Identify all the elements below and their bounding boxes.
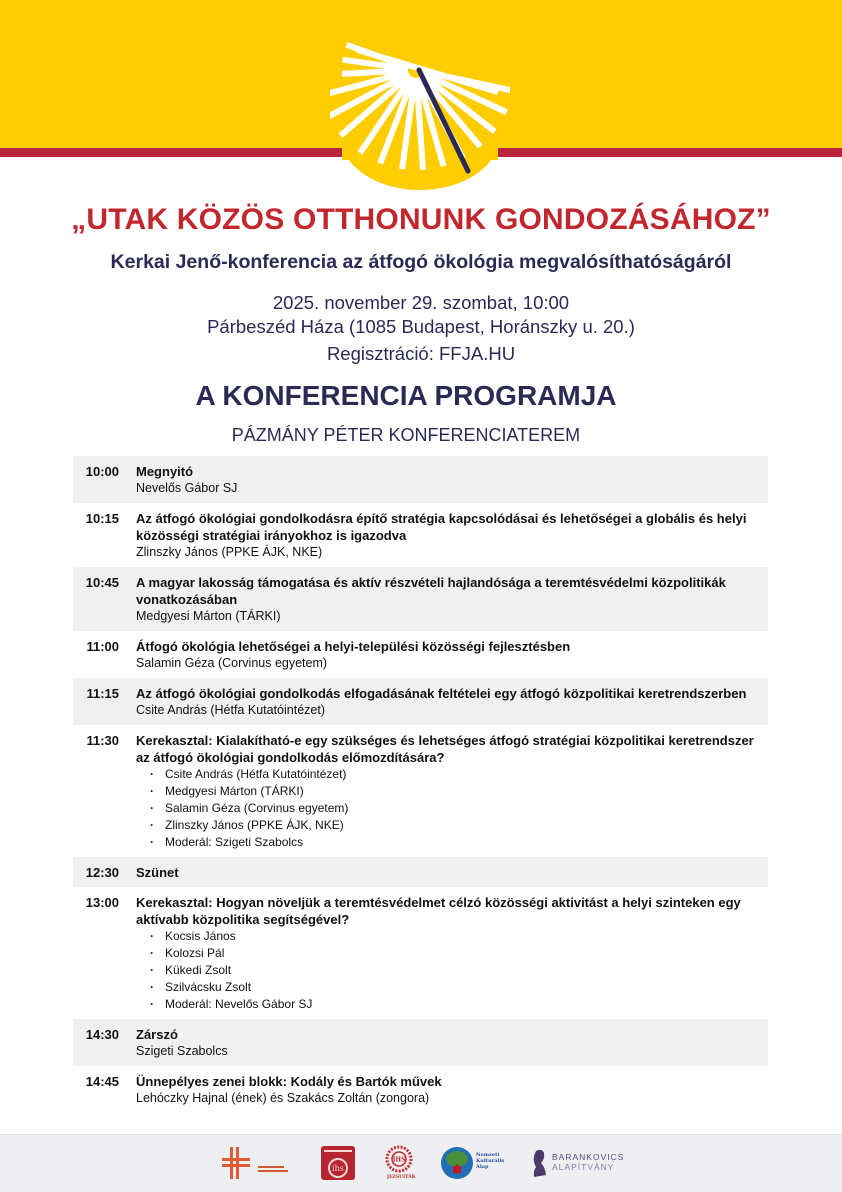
red-seal-logo-icon [321,1146,355,1180]
schedule-time: 11:00 [86,639,119,654]
event-venue: Párbeszéd Háza (1085 Budapest, Horánszky u. 20.) [207,316,635,337]
schedule-topic: Átfogó ökológia lehetőségei a helyi-települési közösségi fejlesztésben [136,639,571,654]
nka-tree-logo-icon [440,1146,474,1180]
schedule-content [136,864,758,881]
panel-list [136,766,758,851]
panelist: · Medgyesi Márton (TÁRKI) [150,783,758,800]
schedule-content [136,638,758,672]
schedule-row [73,567,768,631]
panelist: · Kolozsi Pál [150,945,758,962]
panelist: · Moderál: Nevelős Gábor SJ [150,996,758,1013]
schedule-topic: Kerekasztal: Hogyan növeljük a teremtésvédelmet célzó közösségi aktivitást a helyi szinteken egy aktívabb közpolitika segítségével? [136,895,741,927]
schedule-speaker: Szigeti Szabolcs [136,1044,228,1058]
schedule-time: 14:45 [85,1074,119,1089]
schedule-content [136,894,758,1013]
schedule-time: 10:45 [85,575,119,590]
nka-logo-label: Nemzeti Kulturális Alap [476,1152,505,1170]
page-title: „UTAK KÖZÖS OTTHONUNK GONDOZÁSÁHOZ” [71,203,771,236]
schedule-speaker: Salamin Géza (Corvinus egyetem) [136,656,328,670]
jesuit-logo-label: JEZSUITÁK [387,1175,416,1180]
barankovics-logo-label: BARANKOVICS ALAPÍTVÁNY [552,1152,625,1172]
scallop-shell-icon [330,40,510,200]
panelist: · Salamin Géza (Corvinus egyetem) [150,800,758,817]
sponsor-footer [0,1134,842,1192]
schedule-speaker: Lehóczky Hajnal (ének) és Szakács Zoltán (zongora) [136,1091,430,1105]
panelist: · Moderál: Szigeti Szabolcs [150,834,758,851]
panelist: · Zlinszky János (PPKE ÁJK, NKE) [150,817,758,834]
event-registration: Regisztráció: FFJA.HU [326,343,516,364]
schedule-time: 10:15 [85,511,119,526]
schedule-speaker: Nevelős Gábor SJ [136,481,238,495]
schedule-topic: A magyar lakosság támogatása és aktív részvételi hajlandósága a teremtésvédelmi közpolitikák vonatkozásában [136,575,726,607]
schedule-time: 11:30 [86,733,119,748]
schedule-content [136,1073,758,1107]
schedule-topic: Az átfogó ökológiai gondolkodás elfogadásának feltételei egy átfogó közpolitikai keretrendszerben [136,686,747,701]
barankovics-portrait-logo-icon [530,1147,548,1179]
panelist: · Szilvácsku Zsolt [150,979,758,996]
schedule-row [73,1066,768,1113]
panelist: · Kocsis János [150,928,758,945]
svg-text:IHS: IHS [392,1156,406,1164]
schedule-topic: Az átfogó ökológiai gondolkodásra építő stratégia kapcsolódásai és lehetőségei a globális és helyi közösségi stratégiai irányokhoz is igazodva [136,511,747,543]
schedule-content [136,463,758,497]
schedule-time: 11:15 [86,686,119,701]
schedule-row [73,456,768,503]
cross-logo-icon [220,1145,292,1181]
panel-list [136,928,758,1013]
schedule-content [136,732,758,851]
room-heading: PÁZMÁNY PÉTER KONFERENCIATEREM [231,425,581,445]
panelist: · Kükedi Zsolt [150,962,758,979]
page-subtitle: Kerkai Jenő-konferencia az átfogó ökológia megvalósíthatóságáról [110,251,732,273]
schedule-row [73,1019,768,1066]
schedule-topic: Szünet [136,865,179,880]
schedule-speaker: Medgyesi Márton (TÁRKI) [136,609,281,623]
schedule-content [136,510,758,561]
schedule-time: 14:30 [85,1027,119,1042]
schedule-row [73,725,768,857]
schedule-time: 12:30 [85,865,119,880]
schedule-row [73,678,768,725]
schedule-topic: Megnyitó [136,464,194,479]
schedule-content [136,1026,758,1060]
schedule-row [73,857,768,887]
schedule-speaker: Csite András (Hétfa Kutatóintézet) [136,703,325,717]
schedule-row [73,887,768,1019]
program-schedule [73,456,768,1113]
schedule-content [136,685,758,719]
panelist: · Csite András (Hétfa Kutatóintézet) [150,766,758,783]
schedule-time: 13:00 [85,895,119,910]
event-date: 2025. november 29. szombat, 10:00 [272,292,570,313]
schedule-row [73,503,768,567]
schedule-topic: Zárszó [136,1027,178,1042]
schedule-topic: Ünnepélyes zenei blokk: Kodály és Bartók művek [136,1074,442,1089]
svg-text:ihs: ihs [332,1164,344,1173]
schedule-content [136,574,758,625]
schedule-topic: Kerekasztal: Kialakítható-e egy szükséges és lehetséges átfogó stratégiai közpolitikai keretrendszer az átfogó ökológiai gondolkodás előmozdítására? [136,733,754,765]
program-heading: A KONFERENCIA PROGRAMJA [195,380,617,411]
schedule-row [73,631,768,678]
schedule-time: 10:00 [85,464,119,479]
schedule-speaker: Zlinszky János (PPKE ÁJK, NKE) [136,545,323,559]
